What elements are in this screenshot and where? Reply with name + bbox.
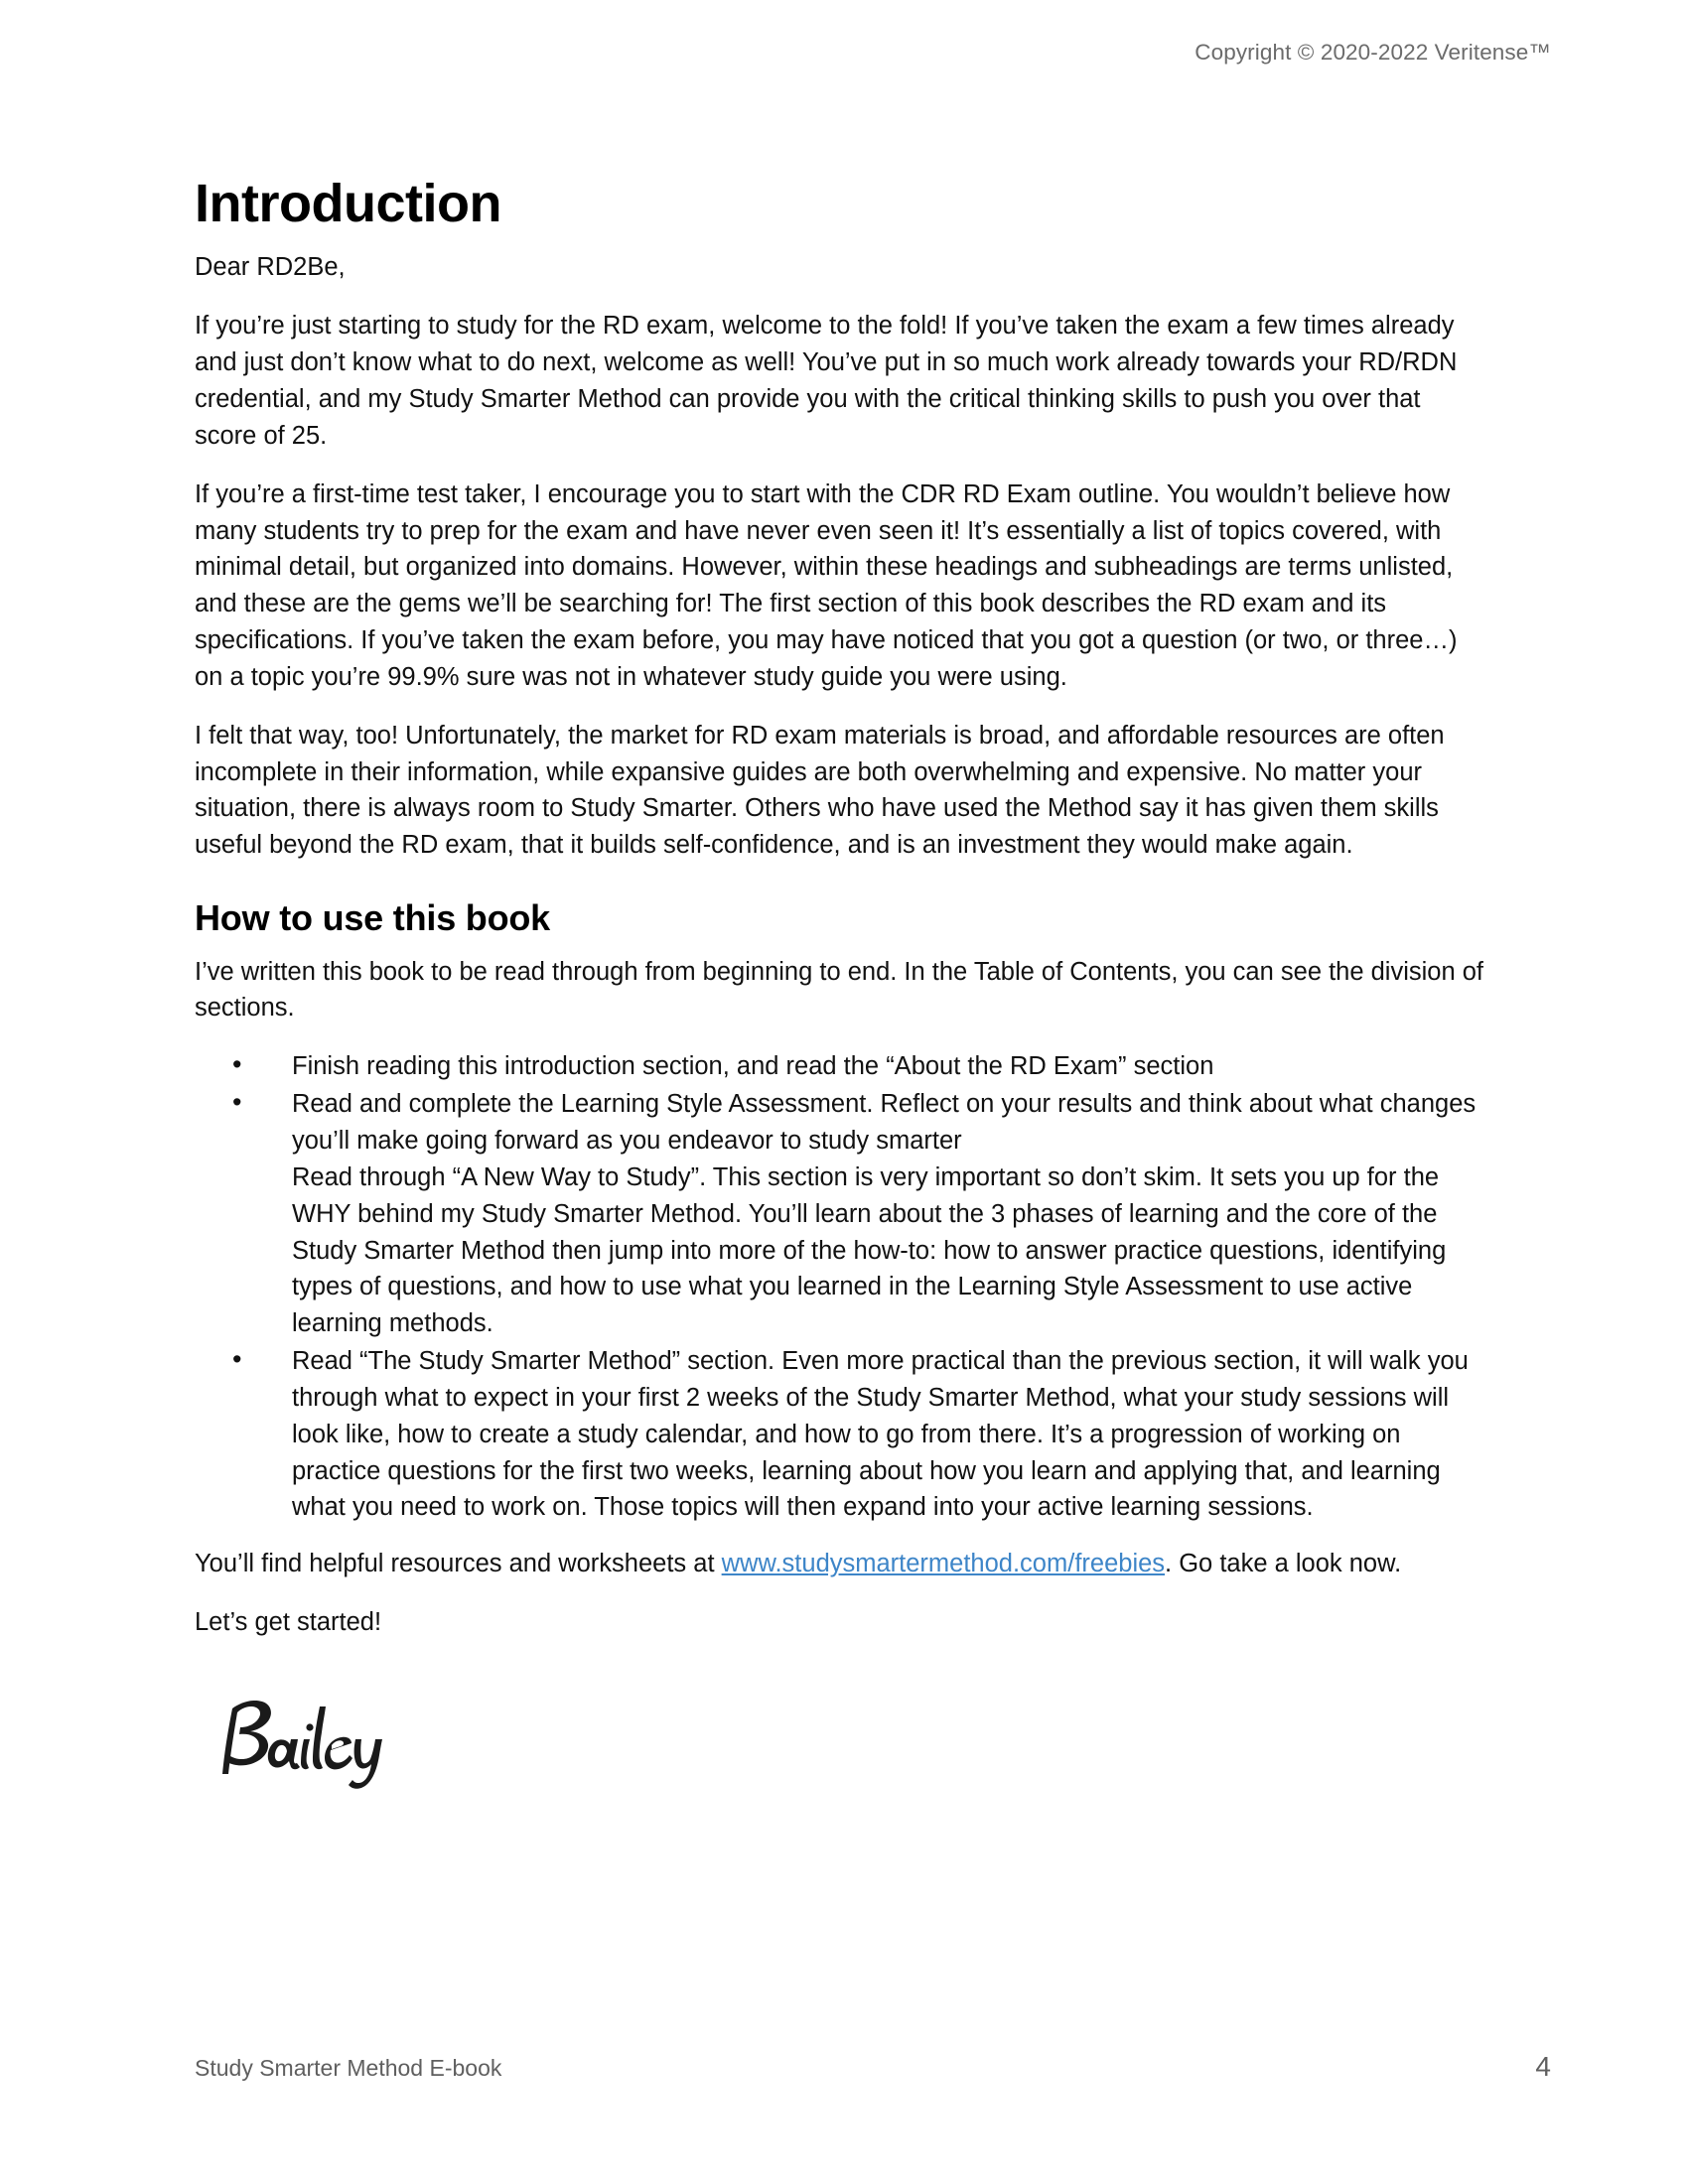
paragraph-2: If you’re a first-time test taker, I encourage you to start with the CDR RD Exam outline. You wouldn’t believe how many students try to prep for the exam and have never even seen it! It’s essentially a list of topics covered, with minimal detail, but organized into domains. However, within these headings and subheadings are terms unlisted, and these are the gems we’ll be searching for! The first section of this book describes the RD exam and its specifications. If you’ve taken the exam before, you may have noticed that you got a question (or two, or three…) on a topic you’re 99.9% sure was not in whatever study guide you were using. xyxy=(195,479,1458,691)
page-footer xyxy=(195,2051,1551,2083)
page-title: Introduction xyxy=(195,174,501,233)
copyright-header: Copyright © 2020-2022 Veritense™ xyxy=(1195,40,1551,65)
paragraph-1: If you’re just starting to study for the RD exam, welcome to the fold! If you’ve taken the exam a few times already and just don’t know what to do next, welcome as well! You’ve put in so much work already towards your RD/RDN credential, and my Study Smarter Method can provide you with the critical thinking skills to push you over that score of 25. xyxy=(195,312,1458,450)
page-number: 4 xyxy=(1535,2051,1551,2082)
list-item-text: Finish reading this introduction section, and read the “About the RD Exam” section xyxy=(292,1052,1214,1081)
list-item xyxy=(195,1343,1485,1526)
paragraph-3: I felt that way, too! Unfortunately, the market for RD exam materials is broad, and affordable resources are often incomplete in their information, while expansive guides are both overwhelming and expensive. No matter your situation, there is always room to Study Smarter. Others who have used the Method say it has given them skills useful beyond the RD exam, that it builds self-confidence, and is an investment they would make again. xyxy=(195,721,1445,860)
instructions-list xyxy=(195,1048,1485,1526)
paragraph-how-to-use-intro: I’ve written this book to be read through from beginning to end. In the Table of Contents, you can see the division of sections. xyxy=(195,957,1484,1023)
resources-paragraph xyxy=(195,1546,1485,1582)
signature-bailey-image xyxy=(195,1683,453,1792)
resources-prefix-text: You’ll find helpful resources and worksheets at xyxy=(195,1550,722,1578)
list-item-text: Read and complete the Learning Style Assessment. Reflect on your results and think about what changes you’ll make going forward as you endeavor to study smarter xyxy=(292,1090,1477,1155)
signature-block xyxy=(195,1683,1485,1792)
list-item-subtext: Read through “A New Way to Study”. This section is very important so don’t skim. It sets you up for the WHY behind my Study Smarter Method. You’ll learn about the 3 phases of learning and the core of the Study Smarter Method then jump into more of the how-to: how to answer practice questions, identifying types of questions, and how to use what you learned in the Learning Style Assessment to use active learning methods. xyxy=(292,1162,1447,1338)
resources-suffix-text: . Go take a look now. xyxy=(1165,1550,1402,1578)
list-item xyxy=(195,1086,1485,1342)
list-item-text: Read “The Study Smarter Method” section. Even more practical than the previous section, it will walk you through what to expect in your first 2 weeks of the Study Smarter Method, what your study sessions will look like, how to create a study calendar, and how to go from there. It’s a progression of working on practice questions for the first two weeks, learning about how you learn and applying that, and learning what you need to work on. Those topics will then expand into your active learning sessions. xyxy=(292,1347,1469,1522)
footer-book-title: Study Smarter Method E-book xyxy=(195,2055,502,2081)
closing-line: Let’s get started! xyxy=(195,1608,382,1637)
document-content xyxy=(195,174,1485,1792)
salutation: Dear RD2Be, xyxy=(195,253,346,282)
section-heading-how-to-use-this-book: How to use this book xyxy=(195,897,551,939)
freebies-link[interactable]: www.studysmartermethod.com/freebies xyxy=(721,1550,1166,1578)
list-item xyxy=(195,1048,1485,1085)
